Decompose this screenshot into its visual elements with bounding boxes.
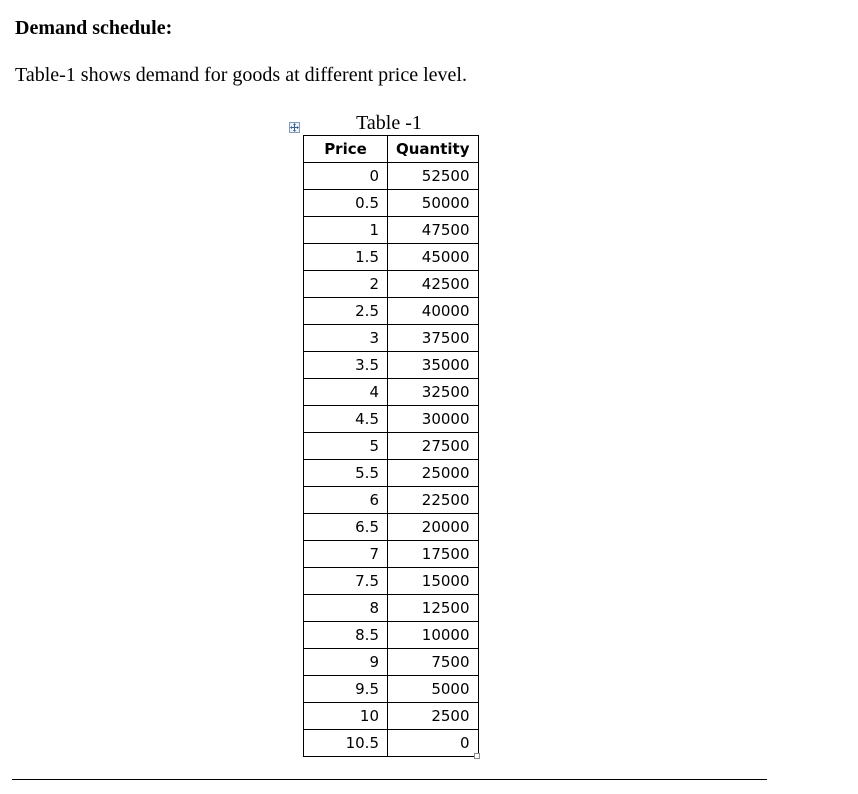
- table-row: [304, 568, 479, 595]
- move-arrows-glyph: [290, 123, 299, 132]
- price-cell: 6: [304, 487, 388, 514]
- quantity-cell: 0: [388, 730, 479, 757]
- price-cell: 8: [304, 595, 388, 622]
- price-cell: 3: [304, 325, 388, 352]
- table-row: [304, 325, 479, 352]
- price-cell: 9.5: [304, 676, 388, 703]
- quantity-cell: 35000: [388, 352, 479, 379]
- table-row: [304, 298, 479, 325]
- quantity-cell: 17500: [388, 541, 479, 568]
- resize-handle-icon[interactable]: [474, 753, 480, 759]
- price-cell: 9: [304, 649, 388, 676]
- quantity-cell: 20000: [388, 514, 479, 541]
- intro-paragraph: Table-1 shows demand for goods at different price level.: [15, 64, 467, 86]
- price-cell: 5.5: [304, 460, 388, 487]
- table-row: [304, 244, 479, 271]
- table-row: [304, 271, 479, 298]
- price-cell: 5: [304, 433, 388, 460]
- price-cell: 10: [304, 703, 388, 730]
- price-cell: 0: [304, 163, 388, 190]
- quantity-cell: 52500: [388, 163, 479, 190]
- quantity-cell: 30000: [388, 406, 479, 433]
- price-cell: 1.5: [304, 244, 388, 271]
- table-body: [304, 163, 479, 757]
- price-cell: 2.5: [304, 298, 388, 325]
- quantity-cell: 10000: [388, 622, 479, 649]
- quantity-cell: 32500: [388, 379, 479, 406]
- quantity-cell: 25000: [388, 460, 479, 487]
- table-row: [304, 379, 479, 406]
- price-cell: 6.5: [304, 514, 388, 541]
- table-row: [304, 622, 479, 649]
- horizontal-rule: [12, 779, 767, 780]
- price-cell: 4.5: [304, 406, 388, 433]
- table-row: [304, 730, 479, 757]
- table-header-row: [304, 136, 479, 163]
- table-row: [304, 514, 479, 541]
- quantity-cell: 7500: [388, 649, 479, 676]
- quantity-cell: 42500: [388, 271, 479, 298]
- price-cell: 10.5: [304, 730, 388, 757]
- table-row: [304, 433, 479, 460]
- table-row: [304, 649, 479, 676]
- table-row: [304, 703, 479, 730]
- price-cell: 7.5: [304, 568, 388, 595]
- demand-table: [303, 135, 479, 757]
- quantity-column-header: Quantity: [388, 136, 479, 163]
- quantity-cell: 15000: [388, 568, 479, 595]
- quantity-cell: 37500: [388, 325, 479, 352]
- quantity-cell: 5000: [388, 676, 479, 703]
- quantity-cell: 22500: [388, 487, 479, 514]
- quantity-cell: 47500: [388, 217, 479, 244]
- price-cell: 0.5: [304, 190, 388, 217]
- table-row: [304, 163, 479, 190]
- table-row: [304, 676, 479, 703]
- table-row: [304, 352, 479, 379]
- move-arrows-icon[interactable]: [289, 122, 300, 133]
- table-caption: Table -1: [356, 112, 422, 134]
- price-cell: 2: [304, 271, 388, 298]
- quantity-cell: 2500: [388, 703, 479, 730]
- price-cell: 3.5: [304, 352, 388, 379]
- table-row: [304, 217, 479, 244]
- price-cell: 1: [304, 217, 388, 244]
- quantity-cell: 45000: [388, 244, 479, 271]
- quantity-cell: 12500: [388, 595, 479, 622]
- table-row: [304, 190, 479, 217]
- table-row: [304, 460, 479, 487]
- price-cell: 7: [304, 541, 388, 568]
- quantity-cell: 40000: [388, 298, 479, 325]
- price-column-header: Price: [304, 136, 388, 163]
- quantity-cell: 50000: [388, 190, 479, 217]
- table-row: [304, 541, 479, 568]
- price-cell: 8.5: [304, 622, 388, 649]
- document-heading: Demand schedule:: [15, 17, 173, 39]
- table-row: [304, 487, 479, 514]
- table-row: [304, 595, 479, 622]
- price-cell: 4: [304, 379, 388, 406]
- table-row: [304, 406, 479, 433]
- quantity-cell: 27500: [388, 433, 479, 460]
